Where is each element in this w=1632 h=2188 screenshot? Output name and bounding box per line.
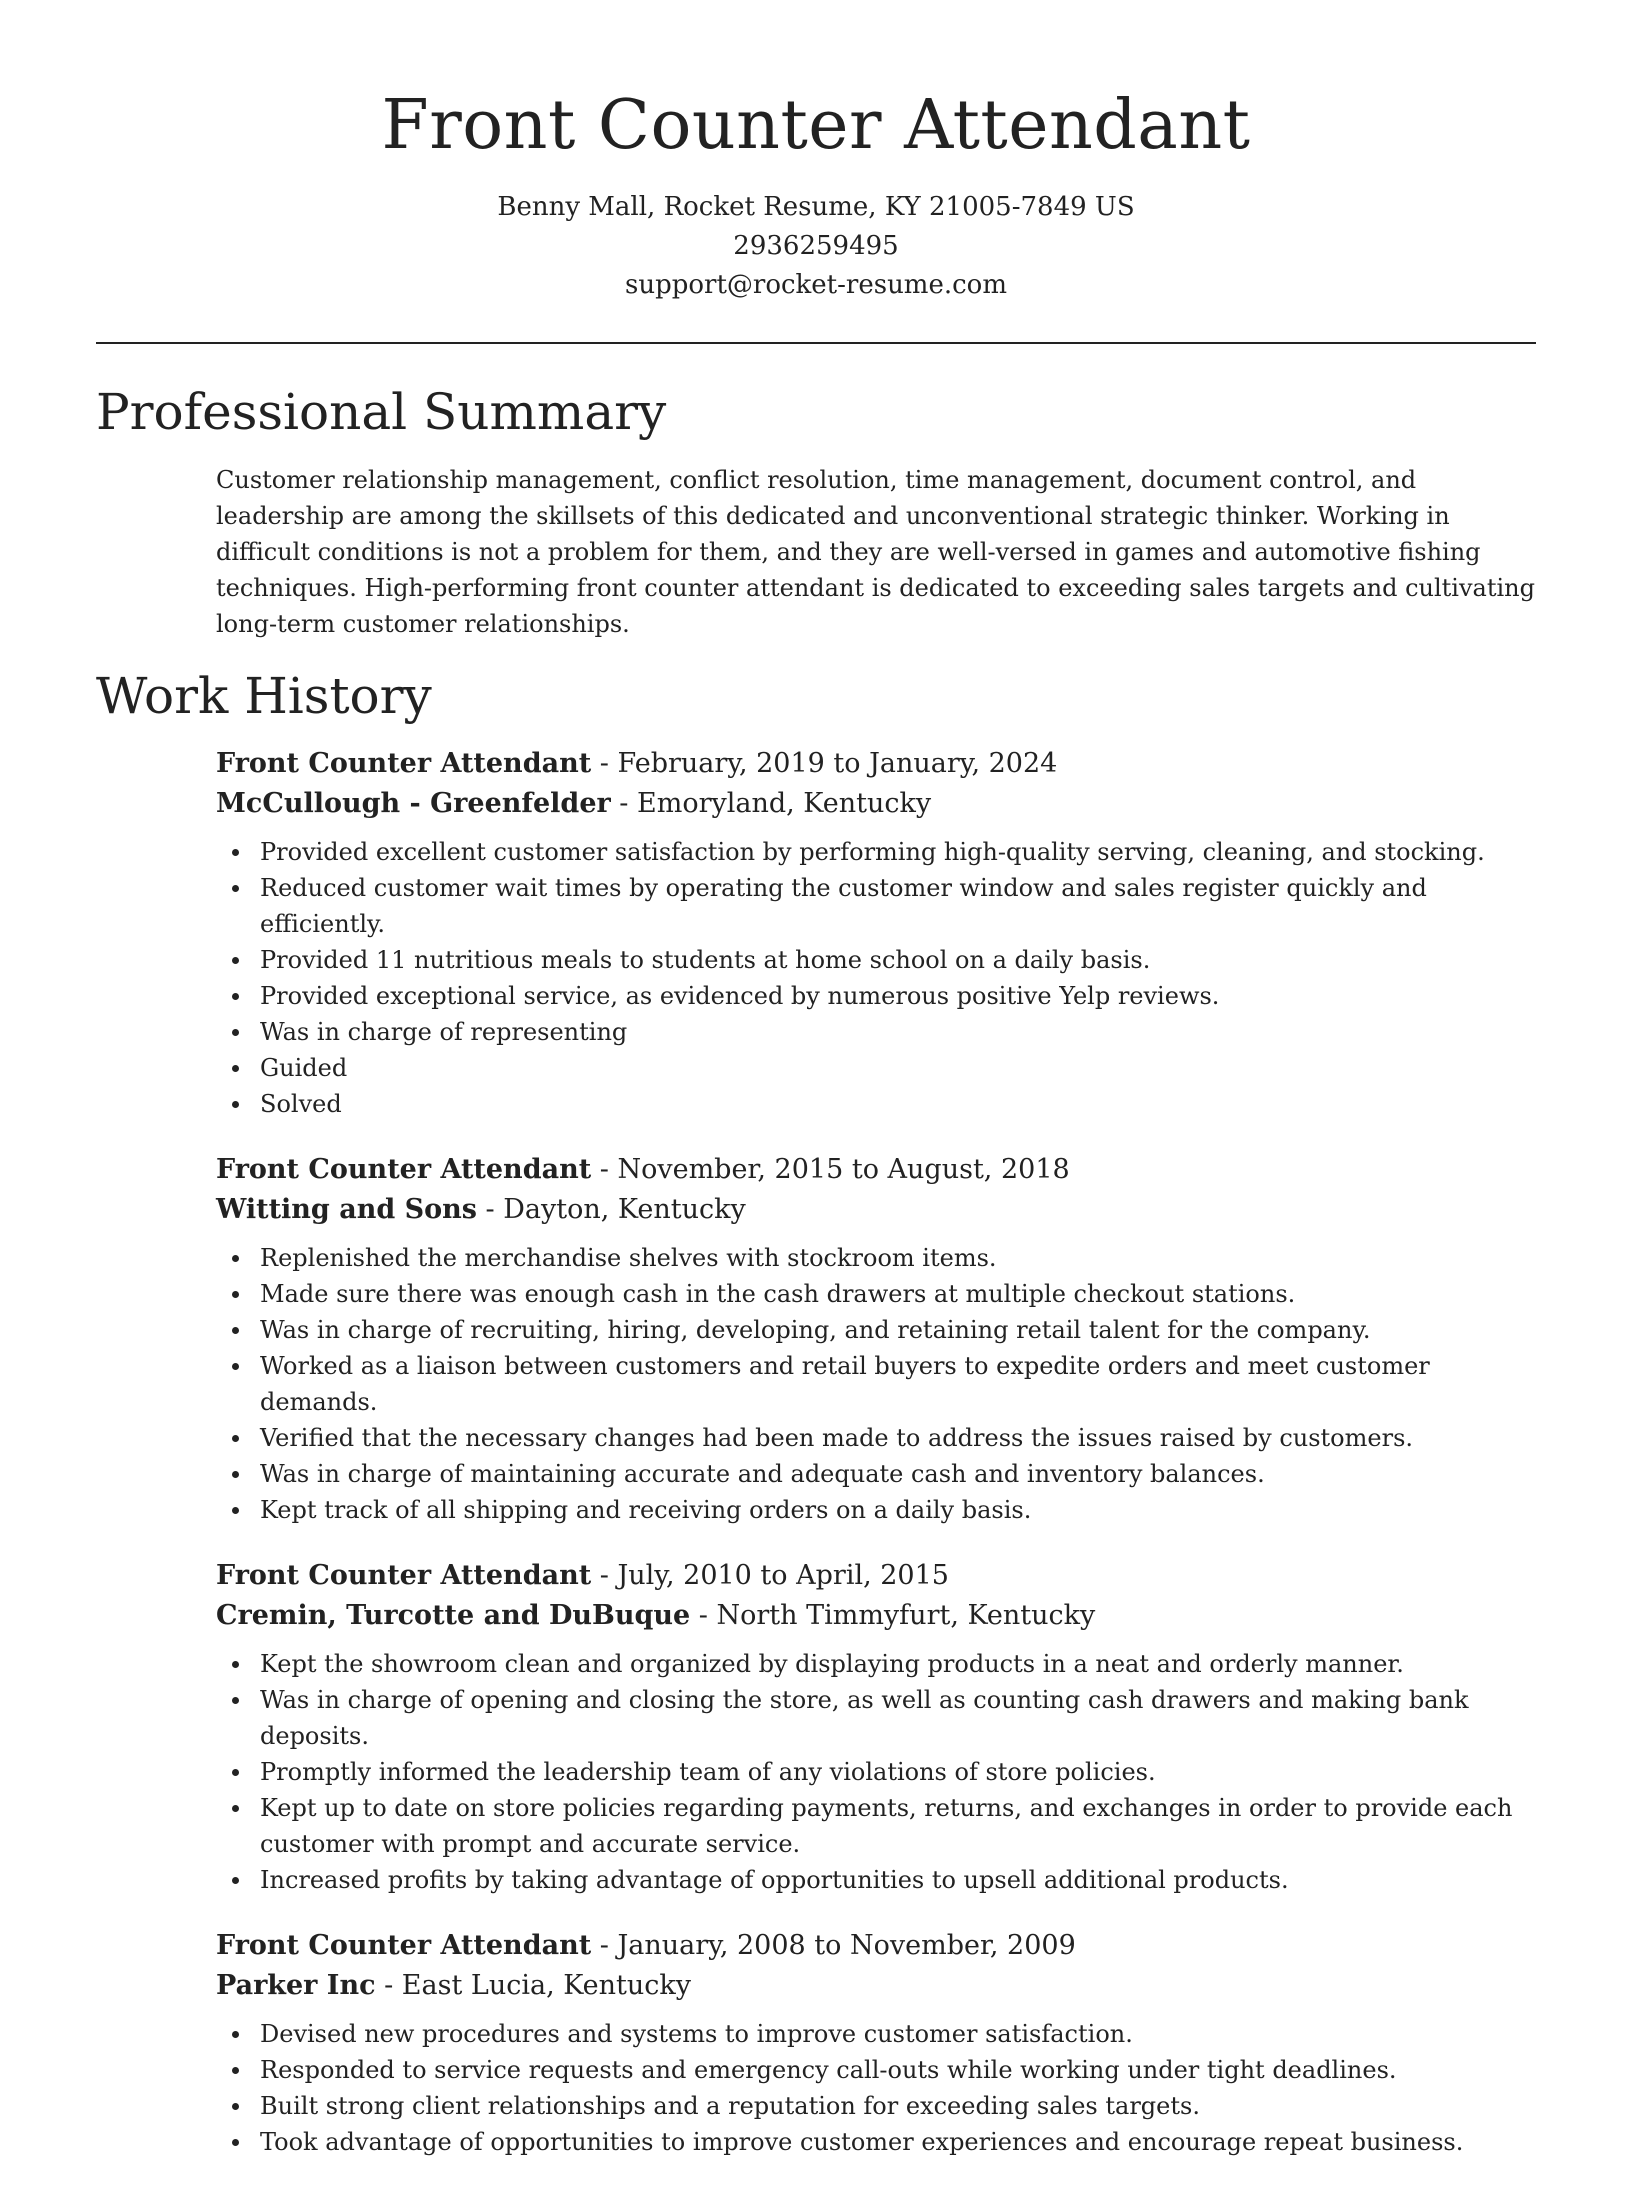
job-company-line: [216, 784, 1536, 824]
job-dates: - January, 2008 to November, 2009: [591, 1930, 1076, 1961]
job-title-line: [216, 1150, 1536, 1190]
summary-heading: Professional Summary: [96, 383, 667, 441]
job-bullet: Built strong client relationships and a reputation for exceeding sales targets.: [260, 2088, 1536, 2124]
job-bullet: Devised new procedures and systems to improve customer satisfaction.: [260, 2016, 1536, 2052]
job-location: - Dayton, Kentucky: [476, 1194, 746, 1225]
job-bullet: Provided 11 nutritious meals to students at home school on a daily basis.: [260, 942, 1536, 978]
job-bullet: Guided: [260, 1050, 1536, 1086]
job-bullet: Replenished the merchandise shelves with stockroom items.: [260, 1240, 1536, 1276]
job-company-line: [216, 1190, 1536, 1230]
job-dates: - July, 2010 to April, 2015: [591, 1560, 949, 1591]
job-company-line: [216, 1966, 1536, 2006]
work-history-list: [216, 744, 1536, 2188]
resume-header: [0, 0, 1632, 305]
job-bullets: [216, 1646, 1536, 1898]
contact-email: support@rocket-resume.com: [624, 270, 1007, 300]
job-bullet: Made sure there was enough cash in the cash drawers at multiple checkout stations.: [260, 1276, 1536, 1312]
summary-text: Customer relationship management, conflict resolution, time management, document control, and leadership are among the skillsets of this dedicated and unconventional strategic thinker. Working in difficult conditions is not a problem for them, and they are well-versed in games and automotive fishing techniques. High-performing front counter attendant is dedicated to exceeding sales targets and cultivating long-term customer relationships.: [216, 466, 1535, 638]
job-bullet: Increased profits by taking advantage of opportunities to upsell additional products.: [260, 1862, 1536, 1898]
job-bullet: Kept the showroom clean and organized by displaying products in a neat and orderly manner.: [260, 1646, 1536, 1682]
job-dates: - February, 2019 to January, 2024: [591, 748, 1058, 779]
job-location: - East Lucia, Kentucky: [375, 1970, 692, 2001]
job-company: McCullough - Greenfelder: [216, 788, 611, 819]
contact-address: Benny Mall, Rocket Resume, KY 21005-7849 US: [497, 192, 1135, 222]
job-bullets: [216, 2016, 1536, 2160]
job-role: Front Counter Attendant: [216, 1154, 592, 1185]
job-bullet: Was in charge of representing: [260, 1014, 1536, 1050]
job-title-line: [216, 1556, 1536, 1596]
job-role: Front Counter Attendant: [216, 1930, 592, 1961]
job-dates: - November, 2015 to August, 2018: [591, 1154, 1070, 1185]
job-location: - Emoryland, Kentucky: [610, 788, 932, 819]
job-bullet: Worked as a liaison between customers and retail buyers to expedite orders and meet customer demands.: [260, 1348, 1536, 1420]
job-company: Cremin, Turcotte and DuBuque: [216, 1600, 691, 1631]
job-bullet: Provided exceptional service, as evidenced by numerous positive Yelp reviews.: [260, 978, 1536, 1014]
job-bullet: Solved: [260, 1086, 1536, 1122]
job-bullet: Took advantage of opportunities to improve customer experiences and encourage repeat business.: [260, 2124, 1536, 2160]
job-company: Parker Inc: [216, 1970, 376, 2001]
job-bullet: Responded to service requests and emergency call-outs while working under tight deadlines.: [260, 2052, 1536, 2088]
job-entry: [216, 744, 1536, 1122]
job-bullets: [216, 834, 1536, 1122]
job-entry: [216, 1556, 1536, 1898]
job-bullet: Was in charge of recruiting, hiring, developing, and retaining retail talent for the company.: [260, 1312, 1536, 1348]
resume-name: Front Counter Attendant: [381, 86, 1251, 165]
job-title-line: [216, 744, 1536, 784]
job-role: Front Counter Attendant: [216, 748, 592, 779]
job-entry: [216, 1926, 1536, 2160]
job-bullet: Verified that the necessary changes had been made to address the issues raised by customers.: [260, 1420, 1536, 1456]
job-bullets: [216, 1240, 1536, 1528]
job-bullet: Was in charge of opening and closing the store, as well as counting cash drawers and making bank deposits.: [260, 1682, 1536, 1754]
contact-info: [0, 188, 1632, 305]
contact-phone: 2936259495: [733, 231, 899, 261]
job-location: - North Timmyfurt, Kentucky: [690, 1600, 1096, 1631]
job-role: Front Counter Attendant: [216, 1560, 592, 1591]
job-bullet: Was in charge of maintaining accurate and adequate cash and inventory balances.: [260, 1456, 1536, 1492]
job-bullet: Promptly informed the leadership team of any violations of store policies.: [260, 1754, 1536, 1790]
job-entry: [216, 1150, 1536, 1528]
work-history-heading: Work History: [96, 667, 432, 725]
job-bullet: Provided excellent customer satisfaction by performing high-quality serving, cleaning, and stocking.: [260, 834, 1536, 870]
header-divider: [96, 342, 1536, 344]
job-bullet: Kept track of all shipping and receiving orders on a daily basis.: [260, 1492, 1536, 1528]
job-company-line: [216, 1596, 1536, 1636]
job-bullet: Reduced customer wait times by operating the customer window and sales register quickly and efficiently.: [260, 870, 1536, 942]
job-company: Witting and Sons: [216, 1194, 477, 1225]
job-bullet: Kept up to date on store policies regarding payments, returns, and exchanges in order to provide each customer with prompt and accurate service.: [260, 1790, 1536, 1862]
job-title-line: [216, 1926, 1536, 1966]
